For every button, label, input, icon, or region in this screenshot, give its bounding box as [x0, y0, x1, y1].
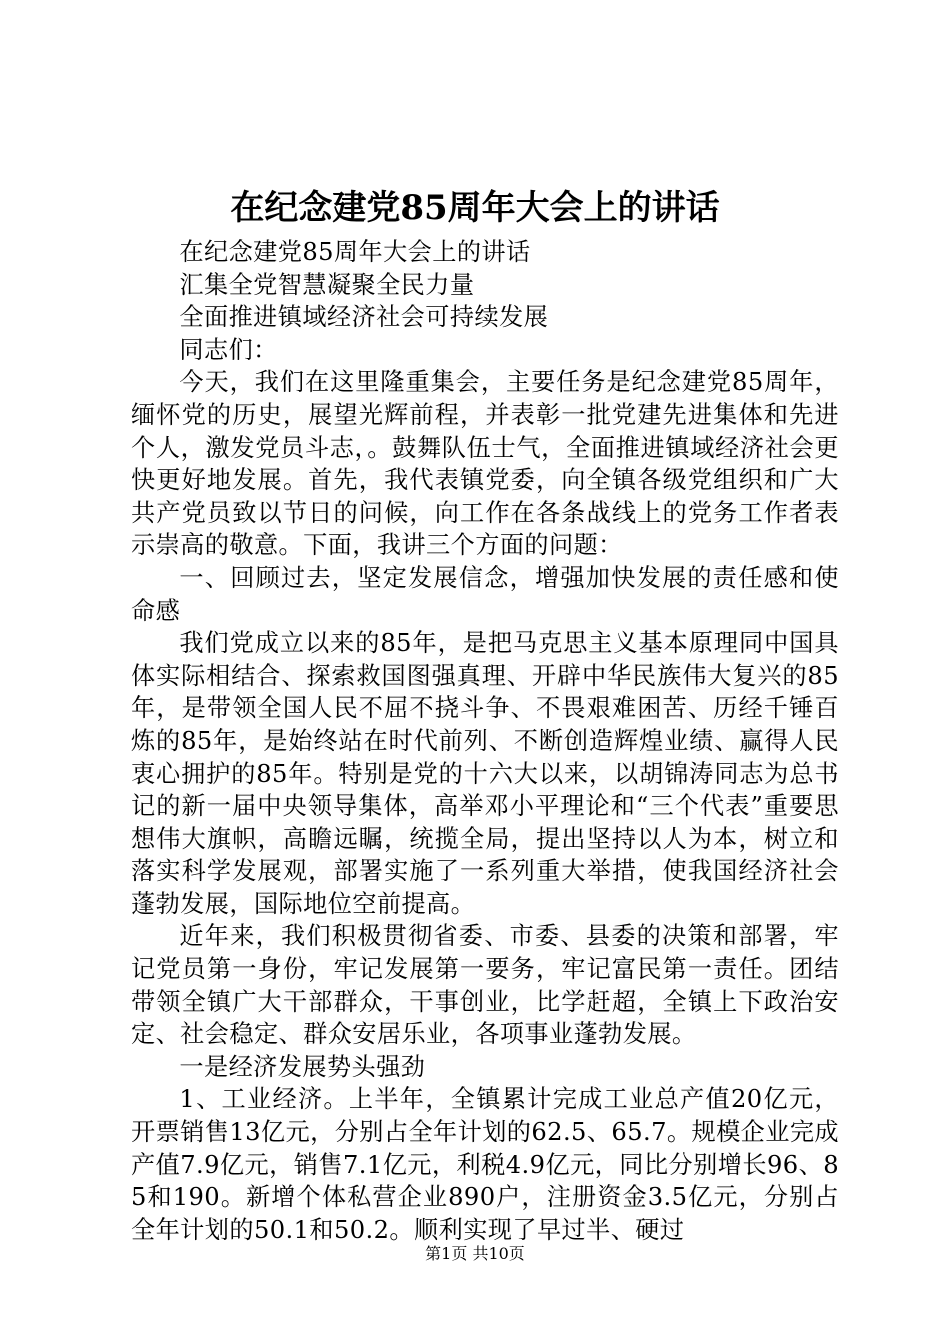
document-title: 在纪念建党85周年大会上的讲话: [230, 188, 720, 228]
paragraph-slogan-1: 汇集全党智慧凝聚全民力量: [179, 270, 475, 299]
paragraph-salutation: 同志们：: [179, 335, 278, 364]
page-footer: 第1页 共10页: [425, 1244, 525, 1263]
paragraph-subtitle: 在纪念建党85周年大会上的讲话: [179, 238, 531, 266]
paragraph-subheading-economy: 一是经济发展势头强劲: [179, 1052, 426, 1081]
paragraph-intro: 今天，我们在这里隆重集会，主要任务是纪念建党85周年，缅怀党的历史，展望光辉前程，并表彰一批党建先进集体和先进个人，激发党员斗志，。鼓舞队伍士气，全面推进镇域经济社会更快更好地发展。首先，我代表镇党委，向全镇各级党组织和广大共产党员致以节日的问候，向工作在各条战线上的党务工作者表示崇高的敬意。下面，我讲三个方面的问题：: [131, 368, 839, 560]
paragraph-history: 我们党成立以来的85年，是把马克思主义基本原理同中国具体实际相结合、探索救国图强真理、开辟中华民族伟大复兴的85年，是带领全国人民不屈不挠斗争、不畏艰难困苦、历经千锤百炼的85年，是始终站在时代前列、不断创造辉煌业绩、赢得人民衷心拥护的85年。特别是党的十六大以来，以胡锦涛同志为总书记的新一届中央领导集体，高举邓小平理论和“三个代表”重要思想伟大旗帜，高瞻远瞩，统揽全局，提出坚持以人为本，树立和落实科学发展观，部署实施了一系列重大举措，使我国经济社会蓬勃发展，国际地位空前提高。: [131, 629, 839, 918]
paragraph-recent-years: 近年来，我们积极贯彻省委、市委、县委的决策和部署，牢记党员第一身份，牢记发展第一要务，牢记富民第一责任。团结带领全镇广大干部群众，干事创业，比学赶超，全镇上下政治安定、社会稳定、群众安居乐业，各项事业蓬勃发展。: [131, 922, 839, 1049]
document-body: [131, 236, 839, 1246]
paragraph-slogan-2: 全面推进镇域经济社会可持续发展: [179, 303, 549, 332]
paragraph-industry: 1、工业经济。上半年，全镇累计完成工业总产值20亿元，开票销售13亿元，分别占全年计划的62.5、65.7。规模企业完成产值7.9亿元，销售7.1亿元，利税4.9亿元，同比分别增长96、85和190。新增个体私营企业890户，注册资金3.5亿元，分别占全年计划的50.1和50.2。顺利实现了早过半、硬过: [131, 1085, 840, 1244]
paragraph-heading-1: 一、回顾过去，坚定发展信念，增强加快发展的责任感和使命感: [131, 563, 839, 625]
